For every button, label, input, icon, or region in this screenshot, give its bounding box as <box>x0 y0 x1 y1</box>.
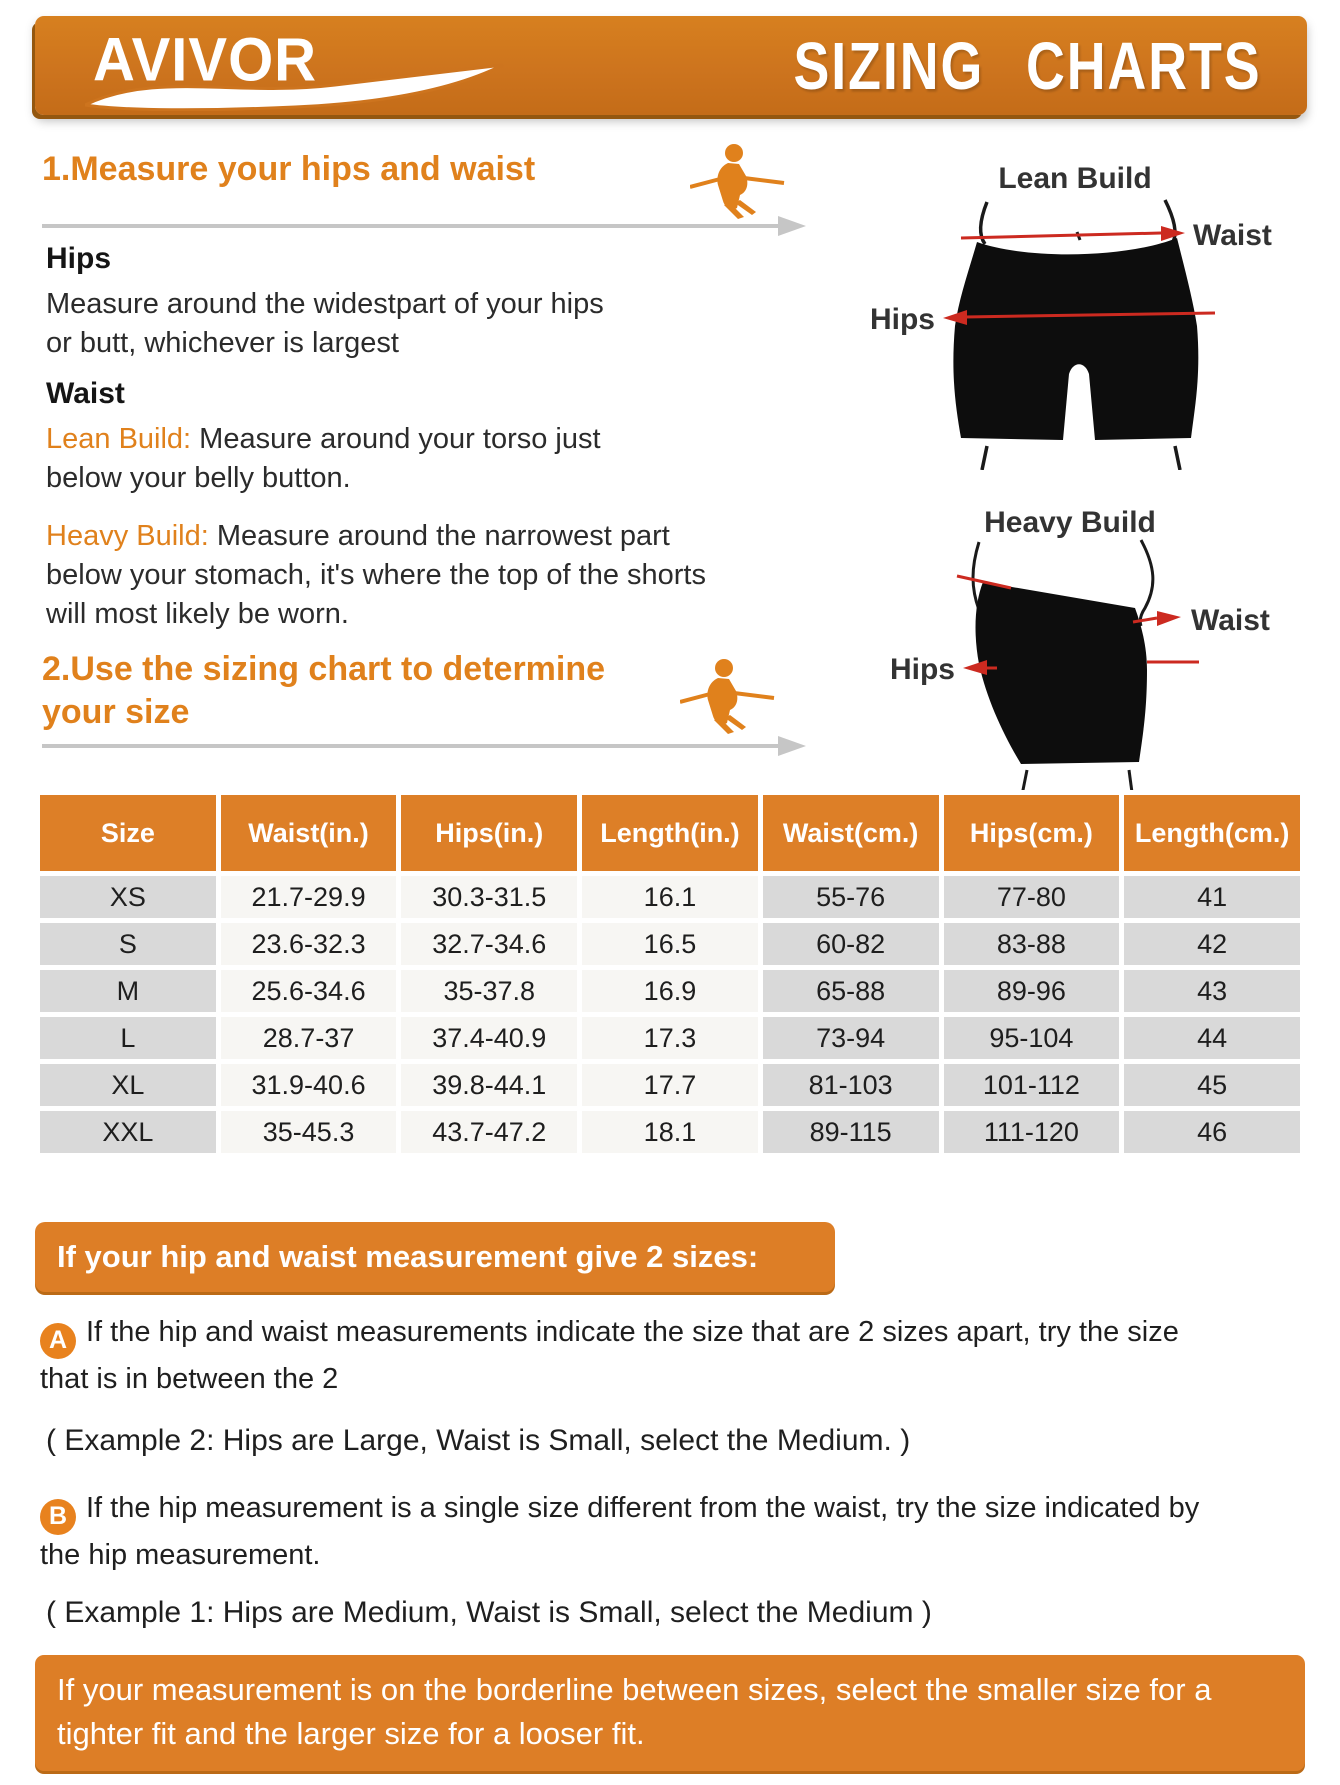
cell: 23.6-32.3 <box>251 928 366 959</box>
cell: 83-88 <box>996 928 1066 959</box>
column-header-hips-cm: Hips(cm.) <box>944 795 1120 871</box>
waist-arrow-icon <box>1157 611 1181 626</box>
cell: 42 <box>1197 928 1228 959</box>
example-2-line: ( Example 2: Hips are Large, Waist is Small, select the Medium. ) <box>46 1424 911 1457</box>
table-row-xs <box>40 876 1300 918</box>
cell: 21.7-29.9 <box>251 881 366 912</box>
lean-hips-label: Hips <box>869 303 935 336</box>
lean-build-title: Lean Build <box>998 162 1152 195</box>
table-row-l <box>40 1017 1300 1059</box>
section1-heading: 1.Measure your hips and waist <box>42 150 536 188</box>
cell: 44 <box>1197 1022 1228 1053</box>
hips-subheading: Hips <box>46 242 112 275</box>
brand-logo <box>93 23 493 109</box>
cell: S <box>118 928 137 959</box>
cell: 65-88 <box>816 975 886 1006</box>
column-header-waist-cm: Waist(cm.) <box>763 795 939 871</box>
table-row-s <box>40 923 1300 965</box>
cell: XL <box>111 1069 145 1100</box>
cell: 45 <box>1197 1069 1228 1100</box>
cell: 41 <box>1197 881 1228 912</box>
hips-arrow-icon <box>943 310 967 325</box>
cell: 55-76 <box>816 881 886 912</box>
cell: XXL <box>102 1116 154 1147</box>
cell: 35-37.8 <box>443 975 536 1006</box>
cell: 17.7 <box>643 1069 697 1100</box>
header-banner <box>35 16 1307 115</box>
cell: 16.5 <box>643 928 697 959</box>
cell: 17.3 <box>643 1022 697 1053</box>
cell: M <box>116 975 140 1006</box>
cell: 95-104 <box>989 1022 1074 1053</box>
waist-subheading: Waist <box>46 377 125 410</box>
cell: 101-112 <box>982 1069 1080 1100</box>
cell: 89-115 <box>809 1116 892 1147</box>
two-sizes-banner: If your hip and waist measurement give 2 sizes: <box>35 1222 835 1292</box>
heavy-build-label: Heavy Build: <box>46 520 209 552</box>
lean-build-paragraph <box>46 420 676 498</box>
table-row-xl <box>40 1064 1300 1106</box>
skier-icon <box>690 143 785 231</box>
table-row-xxl <box>40 1111 1300 1153</box>
cell: 35-45.3 <box>262 1116 355 1147</box>
column-header-hips-in: Hips(in.) <box>401 795 577 871</box>
cell: 16.9 <box>643 975 697 1006</box>
cell: XS <box>109 881 146 912</box>
advice-point-a-text: If the hip and waist measurements indicate the size that are 2 sizes apart, try the size that is in between the 2 <box>40 1316 1179 1395</box>
skier-icon <box>680 658 775 746</box>
cell: 43 <box>1197 975 1228 1006</box>
cell: 25.6-34.6 <box>251 975 366 1006</box>
table-row-m <box>40 970 1300 1012</box>
heavy-build-diagram <box>845 470 1315 805</box>
cell: 46 <box>1197 1116 1228 1147</box>
column-header-length-cm: Length(cm.) <box>1124 795 1300 871</box>
heavy-hips-label: Hips <box>889 653 955 686</box>
cell: 32.7-34.6 <box>432 928 547 959</box>
hips-paragraph: Measure around the widestpart of your hips or butt, whichever is largest <box>46 288 604 359</box>
example-1-line: ( Example 1: Hips are Medium, Waist is Small, select the Medium ) <box>46 1596 932 1629</box>
heavy-build-paragraph <box>46 517 736 634</box>
cell: 16.1 <box>643 881 697 912</box>
brand-swoosh-icon <box>85 63 505 111</box>
column-header-size: Size <box>40 795 216 871</box>
cell: L <box>120 1022 136 1053</box>
advice-point-a <box>40 1312 1235 1400</box>
heavy-build-title: Heavy Build <box>984 506 1156 539</box>
heavy-build-text: Measure around the narrowest part below your stomach, it's where the top of the shorts will most likely be worn. <box>46 520 706 630</box>
borderline-note-banner: If your measurement is on the borderline between sizes, select the smaller size for a tighter fit and the larger size for a looser fit. <box>35 1655 1305 1771</box>
column-header-length-in: Length(in.) <box>582 795 758 871</box>
lean-build-text: Measure around your torso just below your belly button. <box>46 423 601 494</box>
lean-build-label: Lean Build: <box>46 423 192 455</box>
cell: 30.3-31.5 <box>432 881 547 912</box>
size-table-header-row <box>40 795 1300 871</box>
size-table <box>35 790 1305 1158</box>
badge-a: A <box>40 1323 76 1359</box>
section2-heading: 2.Use the sizing chart to determine your size <box>42 650 606 731</box>
lean-waist-label: Waist <box>1193 219 1272 252</box>
cell: 111-120 <box>983 1116 1079 1147</box>
cell: 43.7-47.2 <box>432 1116 547 1147</box>
advice-point-b <box>40 1488 1235 1576</box>
cell: 89-96 <box>996 975 1066 1006</box>
cell: 73-94 <box>816 1022 886 1053</box>
cell: 37.4-40.9 <box>432 1022 547 1053</box>
brand-name: AVIVOR <box>93 25 318 94</box>
cell: 60-82 <box>816 928 886 959</box>
lean-build-diagram <box>845 140 1315 470</box>
cell: 39.8-44.1 <box>432 1069 547 1100</box>
cell: 31.9-40.6 <box>251 1069 366 1100</box>
cell: 81-103 <box>808 1069 893 1100</box>
advice-point-b-text: If the hip measurement is a single size different from the waist, try the size indicated by the hip measurement. <box>40 1492 1200 1571</box>
cell: 18.1 <box>643 1116 697 1147</box>
column-header-waist-in: Waist(in.) <box>221 795 397 871</box>
page-title: SIZING CHARTS <box>793 27 1262 104</box>
cell: 28.7-37 <box>262 1022 355 1053</box>
heavy-waist-label: Waist <box>1191 604 1270 637</box>
cell: 77-80 <box>996 881 1066 912</box>
badge-b: B <box>40 1499 76 1535</box>
hips-arrow-icon <box>963 660 987 675</box>
